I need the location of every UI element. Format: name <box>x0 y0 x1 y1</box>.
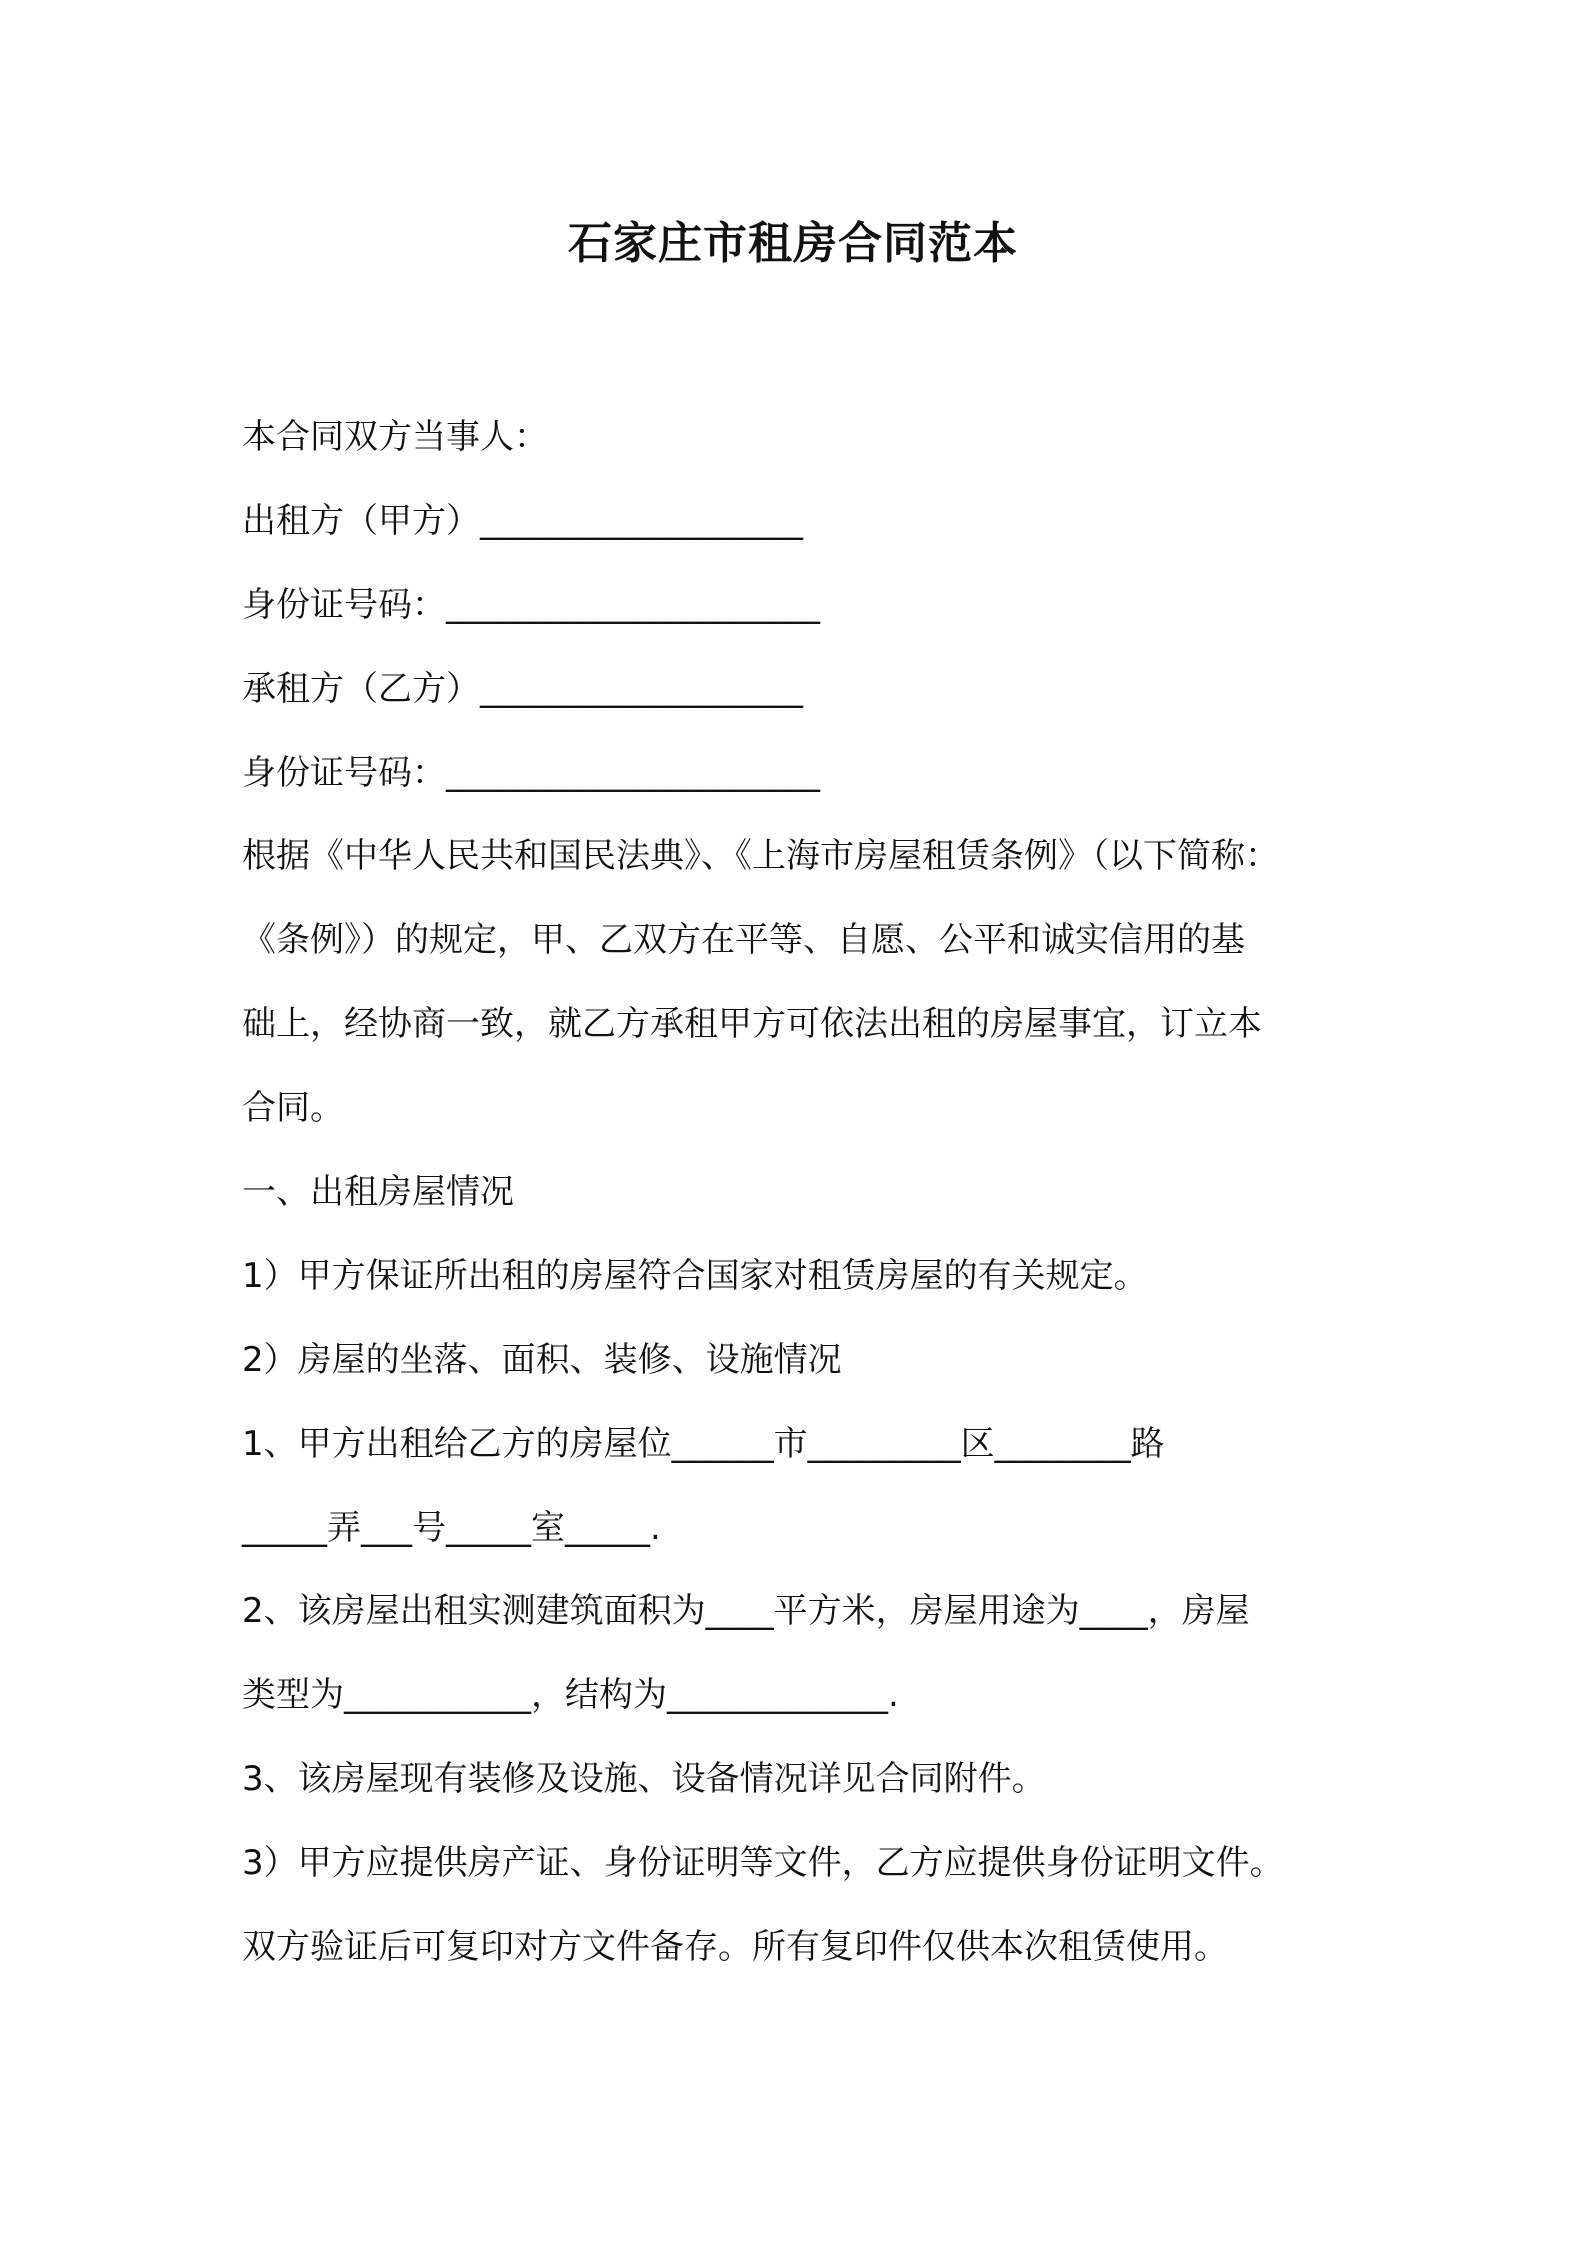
preamble-line-3: 础上，经协商一致，就乙方承租甲方可依法出租的房屋事宜，订立本 <box>242 1004 1262 1044</box>
clause-1: 1）甲方保证所出租的房屋符合国家对租赁房屋的有关规定。 <box>242 1256 1148 1296</box>
item-3: 3、该房屋现有装修及设施、设备情况详见合同附件。 <box>242 1759 1046 1799</box>
lessor-line: 出租方（甲方）___________________ <box>242 501 803 541</box>
item-1-line-2: _____弄___号_____室_____. <box>242 1508 661 1548</box>
clause-3-line-1: 3）甲方应提供房产证、身份证明等文件，乙方应提供身份证明文件。 <box>242 1843 1284 1883</box>
item-2-line-2: 类型为___________，结构为_____________. <box>242 1675 899 1715</box>
section-heading-1: 一、出租房屋情况 <box>242 1172 514 1212</box>
preamble-line-1: 根据《中华人民共和国民法典》、《上海市房屋租赁条例》（以下简称： <box>242 836 1279 876</box>
clause-2: 2）房屋的坐落、面积、装修、设施情况 <box>242 1340 842 1380</box>
item-2-line-1: 2、该房屋出租实测建筑面积为____平方米，房屋用途为____，房屋 <box>242 1591 1250 1631</box>
preamble-line-2: 《条例》）的规定，甲、乙双方在平等、自愿、公平和诚实信用的基 <box>242 920 1245 960</box>
preamble-line-4: 合同。 <box>242 1088 344 1128</box>
clause-3-line-2: 双方验证后可复印对方文件备存。所有复印件仅供本次租赁使用。 <box>242 1927 1228 1967</box>
document-title: 石家庄市租房合同范本 <box>568 218 1018 269</box>
parties-heading: 本合同双方当事人： <box>242 417 548 457</box>
item-1-line-1: 1、甲方出租给乙方的房屋位______市_________区________路 <box>242 1424 1165 1464</box>
lessor-id-line: 身份证号码：______________________ <box>242 585 820 625</box>
lessee-line: 承租方（乙方）___________________ <box>242 669 803 709</box>
lessee-id-line: 身份证号码：______________________ <box>242 753 820 793</box>
